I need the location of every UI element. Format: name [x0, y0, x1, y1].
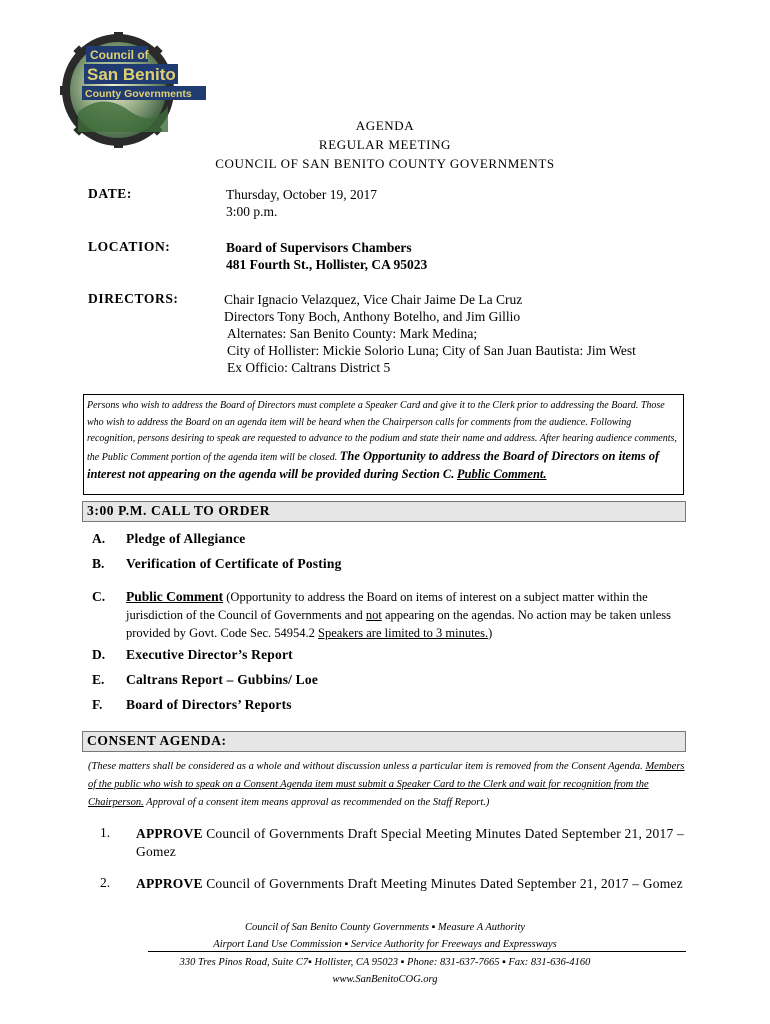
consent-note-underlined: Members of the public who wish to speak on a Consent Agenda item must submit a Speaker Card to the Clerk and wait for recognition from the Chairperson. [88, 761, 685, 808]
directors-label: DIRECTORS: [88, 291, 179, 306]
speaker-notice [83, 394, 684, 495]
item-executive-report: Executive Director’s Report [126, 647, 293, 662]
location-label: LOCATION: [88, 239, 171, 254]
notice-public-comment-link: Public Comment. [456, 467, 547, 481]
directors-line: City of Hollister: Mickie Solorio Luna; City of San Juan Bautista: Jim West [227, 343, 636, 358]
consent-item-text: Council of Governments Draft Special Meeting Minutes Dated September 21, 2017 – Gomez [136, 826, 684, 859]
item-letter: D. [92, 647, 106, 662]
notice-emphasis: The Opportunity to address the Board of Directors on items of interest not appearing on the agenda will be provided during Section C. [87, 448, 660, 481]
consent-note [88, 758, 686, 812]
footer-address: 330 Tres Pinos Road, Suite C7▪ Hollister, CA 95023 ▪ Phone: 831-637-7665 ▪ Fax: 831-636-4160 [179, 957, 591, 968]
date-line: Thursday, October 19, 2017 [226, 187, 377, 202]
consent-agenda-header: CONSENT AGENDA: [82, 731, 686, 752]
directors-value [224, 291, 636, 376]
directors-line: Ex Officio: Caltrans District 5 [227, 360, 391, 375]
public-comment-close: ) [488, 626, 493, 640]
item-letter: C. [92, 589, 106, 604]
logo-line3: County Governments [85, 88, 192, 100]
logo-line2: San Benito [87, 65, 176, 84]
speaker-limit: Speakers are limited to 3 minutes. [318, 626, 489, 640]
location-line2: 481 Fourth St., Hollister, CA 95023 [226, 257, 428, 272]
consent-note-text: Approval of a consent item means approval as recommended on the Staff Report.) [143, 797, 490, 808]
agenda-title [0, 116, 770, 173]
directors-line: Chair Ignacio Velazquez, Vice Chair Jaime De La Cruz [224, 292, 523, 307]
notice-text: Persons who wish to address the Board of Directors must complete a Speaker Card and give it to the Clerk prior to addressing the Board. Those who wish to address the Board on an agenda item will be heard when the Chairperson calls for comments from the audience. Following recognition, persons desiring to speak are requested to advance to the podium and state their name and address. After hearing audience comments, the Public Comment portion of the agenda item will be closed. [87, 400, 677, 463]
location-value [226, 239, 427, 273]
item-letter: F. [92, 697, 103, 712]
item-pledge: Pledge of Allegiance [126, 531, 246, 546]
directors-line: Directors Tony Boch, Anthony Botelho, and Jim Gillio [224, 309, 521, 324]
logo-line1: Council of [90, 48, 149, 62]
location-line1: Board of Supervisors Chambers [226, 240, 412, 255]
item-verification: Verification of Certificate of Posting [126, 556, 342, 571]
consent-item-text: Council of Governments Draft Meeting Minutes Dated September 21, 2017 – Gomez [202, 876, 683, 891]
title-line-agenda: AGENDA [355, 118, 415, 133]
consent-item-1 [136, 825, 684, 861]
item-board-reports: Board of Directors’ Reports [126, 697, 292, 712]
footer-divider [148, 951, 686, 952]
item-caltrans-report: Caltrans Report – Gubbins/ Loe [126, 672, 319, 687]
consent-item-verb: APPROVE [136, 876, 203, 891]
consent-item-verb: APPROVE [136, 826, 203, 841]
consent-item-2 [136, 875, 684, 893]
title-line-meeting: REGULAR MEETING [318, 137, 452, 152]
footer-line1: Council of San Benito County Governments ▪ Measure A Authority [244, 922, 526, 933]
public-comment-text: (Opportunity to address the Board on items of interest on a subject matter within the jurisdiction of the Council of Governments and [126, 590, 648, 622]
time-line: 3:00 p.m. [226, 204, 278, 219]
item-letter: A. [92, 531, 106, 546]
item-letter: B. [92, 556, 105, 571]
public-comment-title: Public Comment [126, 589, 224, 604]
consent-item-number: 1. [100, 825, 111, 840]
consent-item-number: 2. [100, 875, 111, 890]
public-comment-not: not [365, 608, 382, 622]
date-value [226, 186, 377, 220]
date-label: DATE: [88, 186, 133, 201]
footer-line2: Airport Land Use Commission ▪ Service Authority for Freeways and Expressways [213, 939, 557, 950]
consent-note-text: (These matters shall be considered as a whole and without discussion unless a particular item is removed from the Consent Agenda. [88, 761, 646, 772]
call-to-order-header: 3:00 P.M. CALL TO ORDER [82, 501, 686, 522]
item-letter: E. [92, 672, 105, 687]
item-public-comment [126, 588, 686, 642]
title-line-council: COUNCIL OF SAN BENITO COUNTY GOVERNMENTS [215, 156, 555, 171]
directors-line: Alternates: San Benito County: Mark Medina; [227, 326, 478, 341]
footer-website: www.SanBenitoCOG.org [332, 974, 438, 985]
public-comment-text: appearing on the agendas. No action may be taken unless provided by Govt. Code Sec. 54954.2 [126, 608, 672, 640]
